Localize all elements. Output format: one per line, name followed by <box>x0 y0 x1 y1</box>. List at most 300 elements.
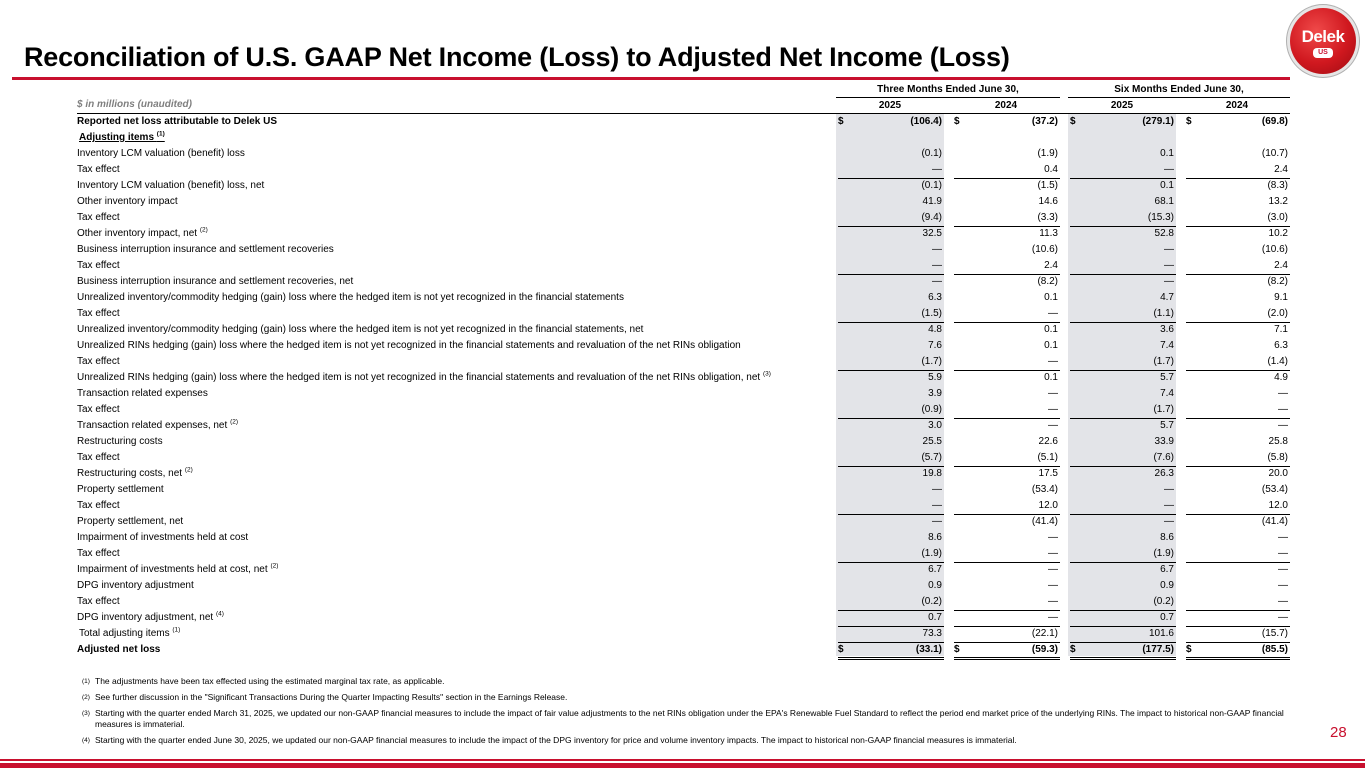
row-label <box>77 292 624 303</box>
table-row <box>0 354 1300 370</box>
row-label <box>77 420 238 431</box>
cell-value: — <box>1164 244 1174 255</box>
cell-value: (15.3) <box>1147 212 1174 223</box>
subtotal-rule <box>954 514 1060 515</box>
cell-value: — <box>1048 308 1058 319</box>
cell-value: (53.4) <box>1261 484 1288 495</box>
cell-value: (5.7) <box>921 452 942 463</box>
cell-value: 3.6 <box>1160 324 1174 335</box>
cell-value: (1.7) <box>1153 356 1174 367</box>
table-row <box>0 482 1300 498</box>
row-label-text: Tax effect <box>77 452 120 463</box>
table-row <box>0 402 1300 418</box>
cell-value: (0.9) <box>921 404 942 415</box>
currency-symbol: $ <box>1070 644 1076 655</box>
currency-symbol: $ <box>954 644 960 655</box>
table-row <box>0 594 1300 610</box>
subtotal-rule <box>838 466 944 467</box>
row-label-text: Tax effect <box>77 500 120 511</box>
table-row <box>0 258 1300 274</box>
currency-symbol: $ <box>838 116 844 127</box>
delek-logo <box>1290 8 1356 74</box>
total-double-rule <box>954 657 1060 660</box>
row-label-text: Inventory LCM valuation (benefit) loss, net <box>77 180 265 191</box>
cell-value: (1.1) <box>1153 308 1174 319</box>
cell-value: — <box>1048 404 1058 415</box>
cell-value: — <box>932 276 942 287</box>
cell-value: (41.4) <box>1261 516 1288 527</box>
subtotal-rule <box>1186 322 1290 323</box>
cell-value: (1.9) <box>921 548 942 559</box>
table-row <box>0 418 1300 434</box>
cell-value: — <box>1164 276 1174 287</box>
cell-value: (53.4) <box>1031 484 1058 495</box>
cell-value: 14.6 <box>1038 196 1058 207</box>
subtotal-rule <box>1070 562 1176 563</box>
row-label <box>77 484 164 495</box>
row-label-text: DPG inventory adjustment <box>77 580 194 591</box>
row-label <box>77 372 771 383</box>
row-label-text: Unrealized RINs hedging (gain) loss where the hedged item is not yet recognized in the financial statements and revaluation of the net RINs obligation <box>77 340 741 351</box>
table-row <box>0 338 1300 354</box>
table-row <box>0 114 1300 130</box>
cell-value: — <box>1048 612 1058 623</box>
cell-value: (1.9) <box>1153 548 1174 559</box>
subtotal-rule <box>954 418 1060 419</box>
row-label <box>77 596 120 607</box>
cell-value: (1.4) <box>1267 356 1288 367</box>
row-label <box>77 228 208 239</box>
table-row <box>0 450 1300 466</box>
cell-value: — <box>1164 164 1174 175</box>
cell-value: 25.5 <box>922 436 942 447</box>
table-row <box>0 226 1300 242</box>
table-row <box>0 306 1300 322</box>
cell-value: 12.0 <box>1038 500 1058 511</box>
total-double-rule <box>1186 657 1290 660</box>
year-header: 2024 <box>1225 100 1249 111</box>
cell-value: 19.8 <box>922 468 942 479</box>
footnote-text: The adjustments have been tax effected using the estimated marginal tax rate, as applicable. <box>95 676 445 686</box>
cell-value: 26.3 <box>1154 468 1174 479</box>
subtotal-rule <box>1186 562 1290 563</box>
subtotal-rule <box>954 370 1060 371</box>
row-label-text: DPG inventory adjustment, net <box>77 612 214 623</box>
row-label-text: Other inventory impact <box>77 196 178 207</box>
row-label-text: Tax effect <box>77 260 120 271</box>
cell-value: (279.1) <box>1142 116 1174 127</box>
row-label <box>77 180 264 191</box>
row-label <box>77 260 120 271</box>
cell-value: 0.1 <box>1160 148 1174 159</box>
cell-value: — <box>1048 596 1058 607</box>
cell-value: 7.4 <box>1160 388 1174 399</box>
subtotal-rule <box>954 274 1060 275</box>
cell-value: 2.4 <box>1274 164 1288 175</box>
subtotal-rule <box>1070 418 1176 419</box>
row-label-text: Tax effect <box>77 596 120 607</box>
total-double-rule <box>838 657 944 660</box>
table-row <box>0 546 1300 562</box>
subtotal-rule <box>954 178 1060 179</box>
cell-value: (1.9) <box>1037 148 1058 159</box>
row-label <box>77 324 643 335</box>
row-label-text: Property settlement <box>77 484 164 495</box>
subtotal-rule <box>954 610 1060 611</box>
row-label <box>77 564 278 575</box>
row-label <box>77 644 160 655</box>
row-label <box>77 116 277 127</box>
subtotal-rule <box>954 466 1060 467</box>
row-label <box>77 452 120 463</box>
cell-value: 0.7 <box>928 612 942 623</box>
cell-value: — <box>1048 388 1058 399</box>
row-label-text: Restructuring costs <box>77 436 163 447</box>
footnote <box>82 676 1292 687</box>
row-label <box>79 628 180 639</box>
row-label <box>77 212 120 223</box>
row-label <box>77 244 334 255</box>
table-row <box>0 210 1300 226</box>
cell-value: 101.6 <box>1148 628 1174 639</box>
cell-value: 6.3 <box>928 292 942 303</box>
cell-value: 0.1 <box>1044 340 1058 351</box>
subtotal-rule <box>1070 626 1176 627</box>
cell-value: 32.5 <box>922 228 942 239</box>
cell-value: (8.3) <box>1267 180 1288 191</box>
units-label: $ in millions (unaudited) <box>77 99 192 110</box>
subtotal-rule <box>838 514 944 515</box>
currency-symbol: $ <box>1070 116 1076 127</box>
row-label-text: Impairment of investments held at cost, net <box>77 564 268 575</box>
cell-value: 2.4 <box>1044 260 1058 271</box>
cell-value: 22.6 <box>1038 436 1058 447</box>
subtotal-rule <box>838 562 944 563</box>
subtotal-rule <box>1070 610 1176 611</box>
row-label <box>77 308 120 319</box>
subtotal-rule <box>838 626 944 627</box>
cell-value: 0.1 <box>1044 324 1058 335</box>
subtotal-rule <box>1186 370 1290 371</box>
subtotal-rule <box>954 322 1060 323</box>
currency-symbol: $ <box>1186 116 1192 127</box>
cell-value: — <box>1278 388 1288 399</box>
footnote-ref: (2) <box>199 226 208 234</box>
cell-value: — <box>1048 532 1058 543</box>
cell-value: — <box>1164 260 1174 271</box>
row-label-text: Impairment of investments held at cost <box>77 532 249 543</box>
cell-value: — <box>1278 420 1288 431</box>
footnote <box>82 735 1292 746</box>
table-row <box>0 642 1300 658</box>
cell-value: — <box>932 260 942 271</box>
cell-value: (2.0) <box>1267 308 1288 319</box>
cell-value: 5.7 <box>1160 420 1174 431</box>
subtotal-rule <box>1186 274 1290 275</box>
footnote-ref: (1) <box>172 626 181 634</box>
cell-value: (1.7) <box>921 356 942 367</box>
row-label <box>77 548 120 559</box>
cell-value: — <box>1278 580 1288 591</box>
table-row <box>0 562 1300 578</box>
cell-value: (22.1) <box>1031 628 1058 639</box>
row-label-text: Unrealized RINs hedging (gain) loss where the hedged item is not yet recognized in the financial statements and revaluation of the net RINs obligation, net <box>77 372 761 383</box>
cell-value: — <box>1278 548 1288 559</box>
cell-value: (59.3) <box>1031 644 1058 655</box>
cell-value: (0.2) <box>1153 596 1174 607</box>
footer-stripe <box>0 761 1365 763</box>
table-row <box>0 610 1300 626</box>
row-label-text: Other inventory impact, net <box>77 228 198 239</box>
cell-value: (0.2) <box>921 596 942 607</box>
footnote-mark: (4) <box>82 737 90 744</box>
cell-value: (5.1) <box>1037 452 1058 463</box>
row-label-text: Tax effect <box>77 212 120 223</box>
subtotal-rule <box>1186 466 1290 467</box>
cell-value: — <box>1048 420 1058 431</box>
cell-value: (1.5) <box>1037 180 1058 191</box>
cell-value: (177.5) <box>1142 644 1174 655</box>
footnote-mark: (2) <box>82 694 90 701</box>
cell-value: 33.9 <box>1154 436 1174 447</box>
row-label <box>77 500 120 511</box>
cell-value: — <box>1048 564 1058 575</box>
table-row <box>0 146 1300 162</box>
table-row <box>0 290 1300 306</box>
cell-value: — <box>1278 612 1288 623</box>
table-row <box>0 626 1300 642</box>
cell-value: — <box>1164 500 1174 511</box>
row-label-text: Tax effect <box>77 404 120 415</box>
footnote-ref: (3) <box>762 370 771 378</box>
subtotal-rule <box>1070 274 1176 275</box>
footnote-text: Starting with the quarter ended March 31, 2025, we updated our non-GAAP financial measures to include the impact of fair value adjustments to the net RINs obligation under the EPA's Renewable Fuel Standard to reflect the period end market price of the underlying RINs. The impact to historical non-GAAP financial measures is immaterial. <box>95 708 1284 729</box>
cell-value: (10.6) <box>1261 244 1288 255</box>
cell-value: 4.8 <box>928 324 942 335</box>
row-label <box>77 612 224 623</box>
table-row <box>0 242 1300 258</box>
currency-symbol: $ <box>1186 644 1192 655</box>
cell-value: (0.1) <box>921 148 942 159</box>
cell-value: — <box>1278 564 1288 575</box>
cell-value: 2.4 <box>1274 260 1288 271</box>
row-label-text: Property settlement, net <box>77 516 184 527</box>
footnote <box>82 708 1292 730</box>
subtotal-rule <box>838 226 944 227</box>
row-label <box>79 132 165 143</box>
subtotal-rule <box>1070 178 1176 179</box>
cell-value: 4.7 <box>1160 292 1174 303</box>
footnote-ref: (2) <box>230 418 239 426</box>
cell-value: — <box>1048 356 1058 367</box>
cell-value: — <box>932 484 942 495</box>
row-label <box>77 436 163 447</box>
cell-value: 7.6 <box>928 340 942 351</box>
subtotal-rule <box>838 418 944 419</box>
cell-value: 0.7 <box>1160 612 1174 623</box>
cell-value: (1.5) <box>921 308 942 319</box>
row-label-text: Business interruption insurance and settlement recoveries, net <box>77 276 354 287</box>
cell-value: (15.7) <box>1261 628 1288 639</box>
cell-value: 0.9 <box>1160 580 1174 591</box>
subtotal-rule <box>838 610 944 611</box>
cell-value: (37.2) <box>1031 116 1058 127</box>
cell-value: 20.0 <box>1268 468 1288 479</box>
row-label <box>77 532 248 543</box>
cell-value: 6.3 <box>1274 340 1288 351</box>
row-label <box>77 148 245 159</box>
table-row <box>0 130 1300 146</box>
cell-value: 7.4 <box>1160 340 1174 351</box>
subtotal-rule <box>1070 642 1176 643</box>
year-header: 2024 <box>994 100 1018 111</box>
cell-value: 3.9 <box>928 388 942 399</box>
row-label-text: Unrealized inventory/commodity hedging (gain) loss where the hedged item is not yet recognized in the financial statements, net <box>77 324 644 335</box>
subtotal-rule <box>1070 370 1176 371</box>
cell-value: (33.1) <box>915 644 942 655</box>
subtotal-rule <box>1186 418 1290 419</box>
reconciliation-table <box>0 114 1300 658</box>
row-label <box>77 580 194 591</box>
footnote-ref: (4) <box>215 610 224 618</box>
cell-value: — <box>1048 548 1058 559</box>
row-label-text: Transaction related expenses <box>77 388 208 399</box>
cell-value: (1.7) <box>1153 404 1174 415</box>
cell-value: 25.8 <box>1268 436 1288 447</box>
row-label-text: Tax effect <box>77 164 120 175</box>
currency-symbol: $ <box>954 116 960 127</box>
cell-value: 13.2 <box>1268 196 1288 207</box>
cell-value: (69.8) <box>1261 116 1288 127</box>
row-label-text: Total adjusting items <box>79 628 170 639</box>
logo-tag: US <box>1313 48 1333 58</box>
cell-value: (7.6) <box>1153 452 1174 463</box>
footnote-mark: (3) <box>82 710 90 717</box>
table-row <box>0 434 1300 450</box>
row-label-text: Tax effect <box>77 308 120 319</box>
subtotal-rule <box>838 370 944 371</box>
header-rule <box>1068 97 1290 98</box>
cell-value: — <box>1048 580 1058 591</box>
cell-value: 73.3 <box>922 628 942 639</box>
page-number: 28 <box>1330 724 1347 741</box>
subtotal-rule <box>954 226 1060 227</box>
cell-value: 4.9 <box>1274 372 1288 383</box>
table-row <box>0 194 1300 210</box>
footnote-ref: (1) <box>156 130 165 138</box>
subtotal-rule <box>954 626 1060 627</box>
row-label <box>77 164 120 175</box>
cell-value: — <box>1278 596 1288 607</box>
subtotal-rule <box>1186 642 1290 643</box>
cell-value: — <box>932 500 942 511</box>
row-label <box>77 340 741 351</box>
subtotal-rule <box>838 322 944 323</box>
subtotal-rule <box>838 178 944 179</box>
subtotal-rule <box>1186 514 1290 515</box>
subtotal-rule <box>954 562 1060 563</box>
cell-value: 41.9 <box>922 196 942 207</box>
cell-value: (3.3) <box>1037 212 1058 223</box>
table-row <box>0 386 1300 402</box>
subtotal-rule <box>1186 226 1290 227</box>
row-label <box>77 276 353 287</box>
cell-value: 0.9 <box>928 580 942 591</box>
cell-value: 0.1 <box>1160 180 1174 191</box>
page-title: Reconciliation of U.S. GAAP Net Income (Loss) to Adjusted Net Income (Loss) <box>24 42 1010 72</box>
header-rule <box>836 97 1060 98</box>
cell-value: (3.0) <box>1267 212 1288 223</box>
currency-symbol: $ <box>838 644 844 655</box>
table-row <box>0 162 1300 178</box>
cell-value: (5.8) <box>1267 452 1288 463</box>
cell-value: (0.1) <box>921 180 942 191</box>
cell-value: (8.2) <box>1037 276 1058 287</box>
row-label <box>77 516 183 527</box>
cell-value: — <box>932 516 942 527</box>
cell-value: 52.8 <box>1154 228 1174 239</box>
subtotal-rule <box>1070 466 1176 467</box>
row-label <box>77 196 178 207</box>
cell-value: — <box>932 164 942 175</box>
table-row <box>0 178 1300 194</box>
cell-value: — <box>932 244 942 255</box>
period-header-six-months: Six Months Ended June 30, <box>1114 84 1244 95</box>
subtotal-rule <box>838 642 944 643</box>
row-label-text: Adjusting items <box>79 132 155 143</box>
footnote-ref: (2) <box>270 562 279 570</box>
cell-value: 17.5 <box>1038 468 1058 479</box>
table-row <box>0 322 1300 338</box>
table-row <box>0 274 1300 290</box>
footnote <box>82 692 1292 703</box>
row-label-text: Transaction related expenses, net <box>77 420 228 431</box>
cell-value: — <box>1278 404 1288 415</box>
row-label-text: Tax effect <box>77 356 120 367</box>
cell-value: — <box>1164 484 1174 495</box>
cell-value: (41.4) <box>1031 516 1058 527</box>
row-label <box>77 388 208 399</box>
subtotal-rule <box>1070 514 1176 515</box>
cell-value: (10.7) <box>1261 148 1288 159</box>
cell-value: 6.7 <box>928 564 942 575</box>
logo-word: Delek <box>1301 27 1345 46</box>
table-row <box>0 370 1300 386</box>
cell-value: — <box>1164 516 1174 527</box>
cell-value: 68.1 <box>1154 196 1174 207</box>
cell-value: 12.0 <box>1268 500 1288 511</box>
table-row <box>0 514 1300 530</box>
total-double-rule <box>1070 657 1176 660</box>
row-label-text: Unrealized inventory/commodity hedging (gain) loss where the hedged item is not yet recognized in the financial statements <box>77 292 624 303</box>
year-header: 2025 <box>1110 100 1134 111</box>
row-label-text: Tax effect <box>77 548 120 559</box>
cell-value: 9.1 <box>1274 292 1288 303</box>
cell-value: 11.3 <box>1039 228 1058 239</box>
subtotal-rule <box>1186 610 1290 611</box>
subtotal-rule <box>1186 178 1290 179</box>
cell-value: 0.1 <box>1044 292 1058 303</box>
subtotal-rule <box>838 274 944 275</box>
table-row <box>0 498 1300 514</box>
cell-value: (9.4) <box>921 212 942 223</box>
cell-value: 7.1 <box>1274 324 1288 335</box>
footnotes <box>82 676 1292 751</box>
table-row <box>0 466 1300 482</box>
cell-value: 0.4 <box>1044 164 1058 175</box>
row-label-text: Adjusted net loss <box>77 644 161 655</box>
footnote-mark: (1) <box>82 678 90 685</box>
